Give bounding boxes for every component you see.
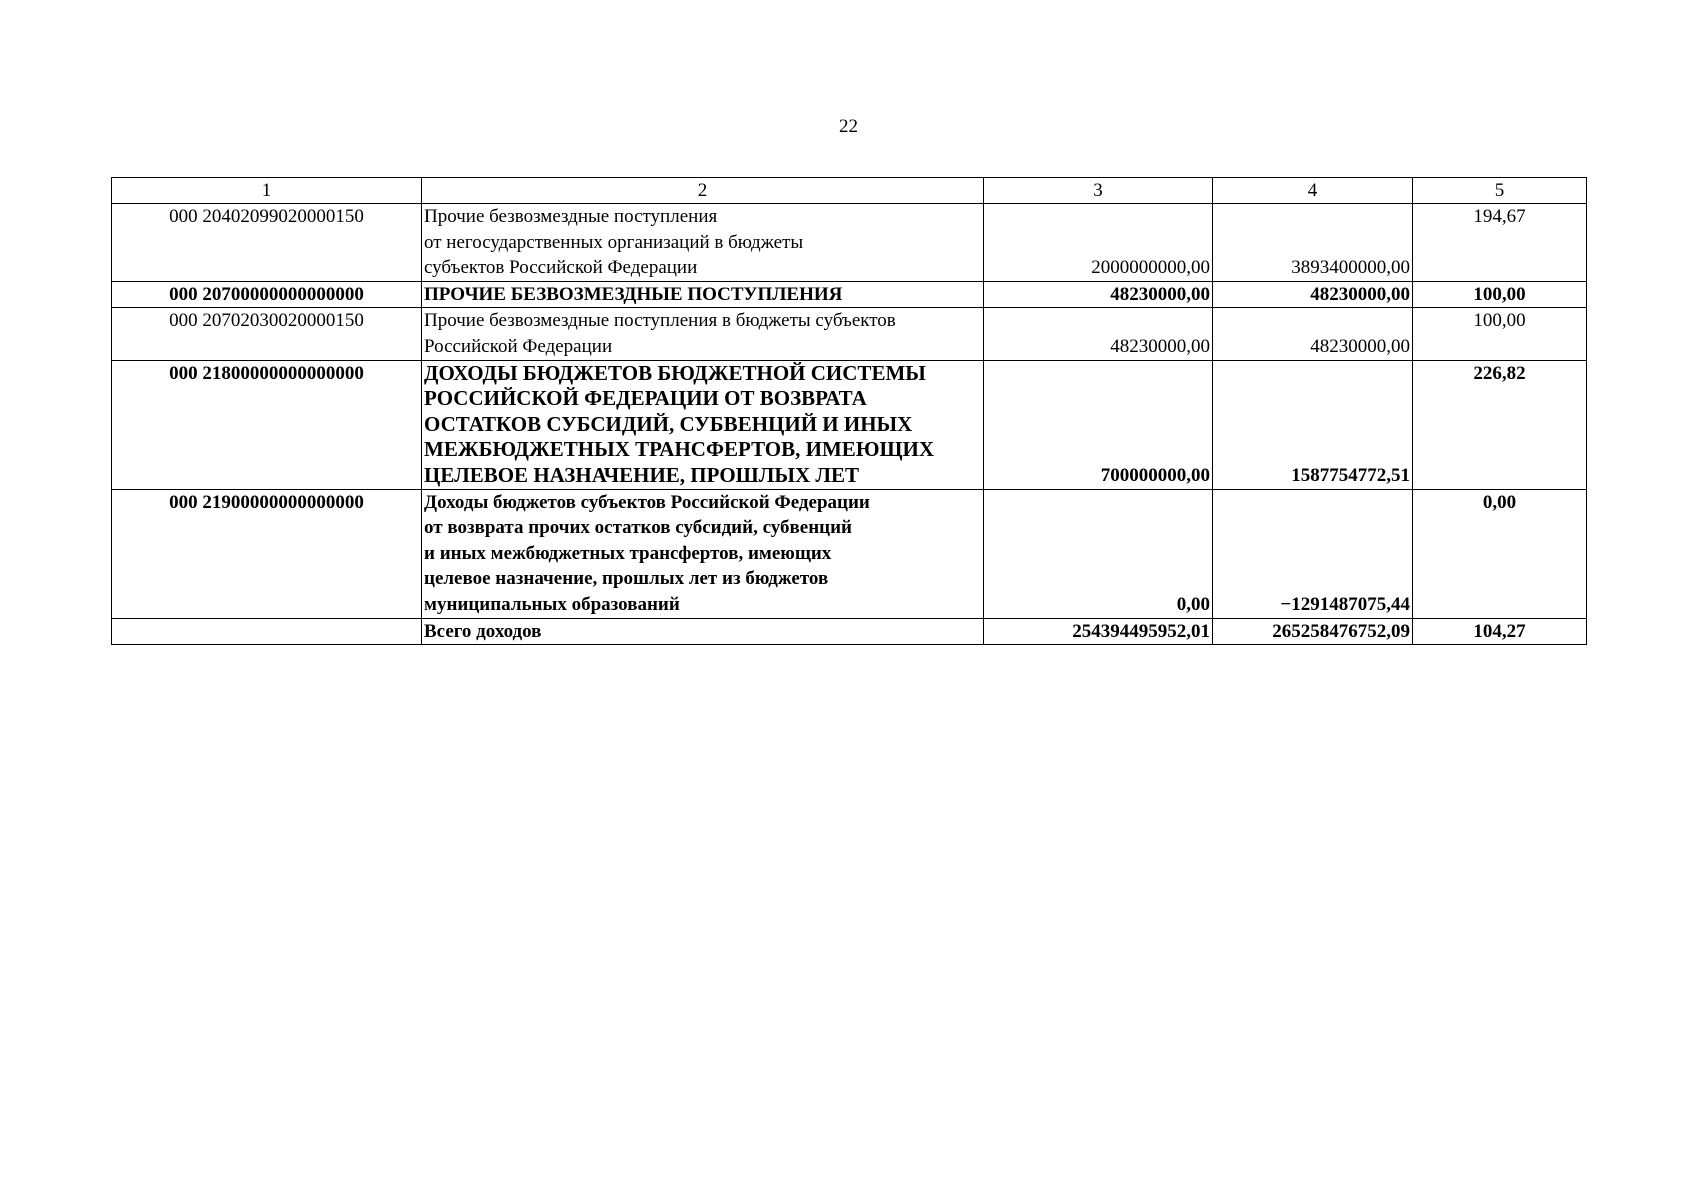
revenue-name-line: Российской Федерации (424, 335, 613, 357)
percent-col5: 0,00 (1413, 489, 1587, 618)
percent-col5: 194,67 (1413, 204, 1587, 282)
amount-col3: 700000000,00 (984, 360, 1213, 489)
revenue-name-line: ДОХОДЫ БЮДЖЕТОВ БЮДЖЕТНОЙ СИСТЕМЫ (424, 360, 926, 385)
column-number: 2 (422, 178, 984, 204)
column-number: 5 (1413, 178, 1587, 204)
revenue-name-line: и иных межбюджетных трансфертов, имеющих (424, 542, 832, 564)
revenue-name-line: МЕЖБЮДЖЕТНЫХ ТРАНСФЕРТОВ, ИМЕЮЩИХ (424, 437, 935, 462)
revenue-name-line: ОСТАТКОВ СУБСИДИЙ, СУБВЕНЦИЙ И ИНЫХ (424, 411, 913, 436)
revenue-name (422, 489, 984, 618)
amount-col4: 265258476752,09 (1213, 618, 1413, 645)
column-number: 4 (1213, 178, 1413, 204)
percent-col5: 104,27 (1413, 618, 1587, 645)
revenue-name-line: целевое назначение, прошлых лет из бюджетов (424, 568, 829, 590)
revenue-name-line: субъектов Российской Федерации (424, 257, 698, 279)
budget-code (112, 618, 422, 645)
amount-col4: 1587754772,51 (1213, 360, 1413, 489)
budget-code: 000 21900000000000000 (112, 489, 422, 618)
amount-col4: 48230000,00 (1213, 308, 1413, 360)
amount-col3: 254394495952,01 (984, 618, 1213, 645)
revenue-name-line: Прочие безвозмездные поступления (424, 206, 718, 227)
table-row (112, 489, 1587, 618)
page-number: 22 (839, 116, 858, 137)
budget-code: 000 20402099020000150 (112, 204, 422, 282)
percent-col5: 100,00 (1413, 308, 1587, 360)
revenue-name-line: ПРОЧИЕ БЕЗВОЗМЕЗДНЫЕ ПОСТУПЛЕНИЯ (424, 283, 843, 305)
table-row (112, 204, 1587, 282)
table-row (112, 281, 1587, 308)
amount-col3: 48230000,00 (984, 281, 1213, 308)
percent-col5: 100,00 (1413, 281, 1587, 308)
column-number-row (112, 178, 1587, 204)
budget-code: 000 20702030020000150 (112, 308, 422, 360)
revenue-name (422, 281, 984, 308)
amount-col3: 48230000,00 (984, 308, 1213, 360)
revenue-name-line: Прочие безвозмездные поступления в бюджеты субъектов (424, 310, 896, 332)
revenue-name (422, 308, 984, 360)
amount-col4: −1291487075,44 (1213, 489, 1413, 618)
percent-col5: 226,82 (1413, 360, 1587, 489)
revenue-name-line: от возврата прочих остатков субсидий, субвенций (424, 517, 852, 539)
revenue-name (422, 360, 984, 489)
revenue-name-line: от негосударственных организаций в бюджеты (424, 231, 804, 253)
revenue-table (111, 177, 1587, 645)
revenue-name-line: ЦЕЛЕВОЕ НАЗНАЧЕНИЕ, ПРОШЛЫХ ЛЕТ (424, 462, 860, 487)
revenue-name-line: РОССИЙСКОЙ ФЕДЕРАЦИИ ОТ ВОЗВРАТА (424, 386, 867, 411)
table-row (112, 308, 1587, 360)
column-number: 3 (984, 178, 1213, 204)
revenue-name-line: Всего доходов (424, 620, 542, 642)
amount-col4: 3893400000,00 (1213, 204, 1413, 282)
table-row (112, 360, 1587, 489)
budget-code: 000 21800000000000000 (112, 360, 422, 489)
revenue-name-line: муниципальных образований (424, 593, 680, 615)
amount-col3: 0,00 (984, 489, 1213, 618)
revenue-name-line: Доходы бюджетов субъектов Российской Федерации (424, 491, 870, 513)
amount-col4: 48230000,00 (1213, 281, 1413, 308)
budget-code: 000 20700000000000000 (112, 281, 422, 308)
revenue-name (422, 618, 984, 645)
revenue-name (422, 204, 984, 282)
column-number: 1 (112, 178, 422, 204)
total-row (112, 618, 1587, 645)
amount-col3: 2000000000,00 (984, 204, 1213, 282)
